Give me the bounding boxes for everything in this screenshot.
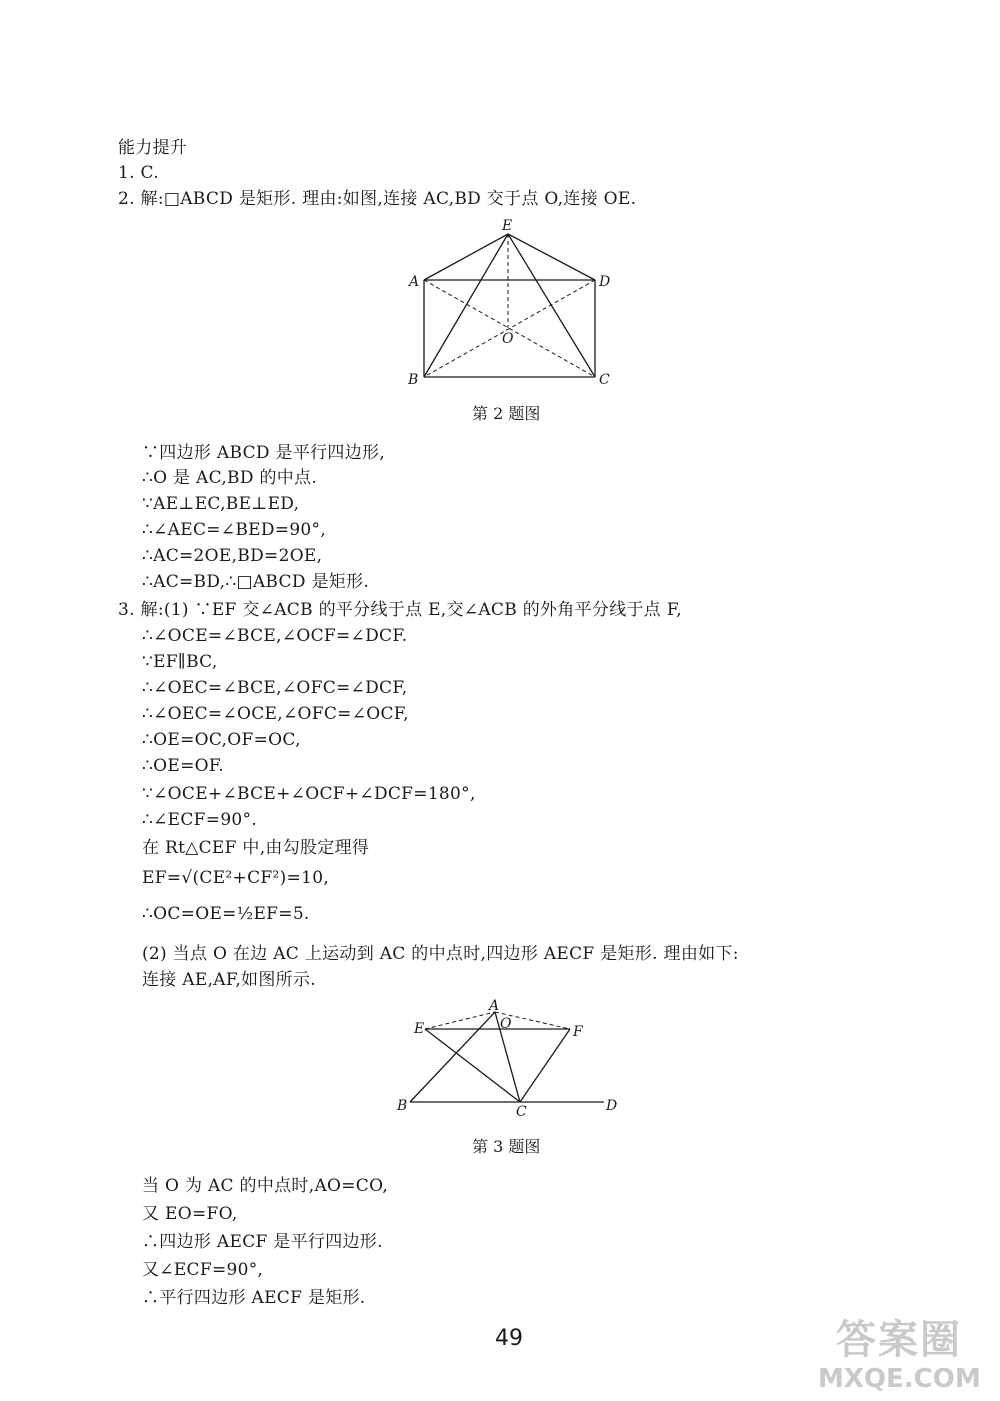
label-F: F [573,1024,583,1040]
label-B: B [408,372,419,388]
answer-line: EF=√(CE²+CF²)=10, [142,868,330,888]
answer-line: ∴OE=OF. [142,756,224,776]
figure-2-caption: 第 2 题图 [472,404,541,423]
label-A: A [409,274,420,290]
label-D: D [599,274,611,290]
answer-line: 1. C. [118,163,159,183]
label-B: B [397,1098,408,1114]
watermark-logo: 答案圈 [836,1317,962,1363]
answer-line: ∴∠OEC=∠BCE,∠OFC=∠DCF, [142,678,408,698]
answer-line: ∴平行四边形 AECF 是矩形. [142,1288,366,1308]
answer-line: ∴∠OCE=∠BCE,∠OCF=∠DCF. [142,626,408,646]
answer-line: (2) 当点 O 在边 AC 上运动到 AC 的中点时,四边形 AECF 是矩形. 理由如下: [142,944,739,964]
segment-ED [508,234,595,280]
answer-line: ∴∠AEC=∠BED=90°, [142,520,327,540]
label-O: O [500,1016,512,1032]
page-number: 49 [495,1326,523,1351]
answer-line: ∴AC=2OE,BD=2OE, [142,546,323,566]
answer-line: 又∠ECF=90°, [142,1260,264,1280]
answer-line: 2. 解:□ABCD 是矩形. 理由:如图,连接 AC,BD 交于点 O,连接 OE. [118,189,637,209]
label-E: E [502,218,513,234]
answer-line: 又 EO=FO, [142,1204,238,1224]
answer-line: ∴OE=OC,OF=OC, [142,730,301,750]
answer-line: 连接 AE,AF,如图所示. [142,970,316,990]
label-D: D [606,1098,618,1114]
answer-line: 3. 解:(1) ∵EF 交∠ACB 的平分线于点 E,交∠ACB 的外角平分线于点 F, [118,600,682,620]
answer-line: ∴AC=BD,∴□ABCD 是矩形. [142,572,370,592]
segment-EC [508,234,595,377]
watermark-url: MXQE.COM [818,1364,981,1394]
segment-EC [425,1029,520,1102]
segment-EB [424,234,508,377]
label-C: C [599,372,610,388]
label-C: C [516,1104,527,1120]
label-E: E [414,1021,425,1037]
answer-line: ∵EF∥BC, [142,652,218,672]
segment-EA [424,234,508,280]
label-O: O [502,331,514,347]
section-title: 能力提升 [118,138,188,158]
label-A: A [489,998,500,1014]
figure-2-diagram [400,212,620,392]
answer-line: ∴∠OEC=∠OCE,∠OFC=∠OCF, [142,704,409,724]
answer-line: ∴OC=OE=½EF=5. [142,904,310,924]
answer-line: 当 O 为 AC 的中点时,AO=CO, [142,1176,389,1196]
answer-line: ∵四边形 ABCD 是平行四边形, [142,443,386,463]
figure-3-diagram [390,996,630,1124]
answer-line: ∴∠ECF=90°. [142,810,258,830]
answer-line: ∵AE⊥EC,BE⊥ED, [142,494,300,514]
segment-EA [425,1012,495,1029]
answer-line: 在 Rt△CEF 中,由勾股定理得 [142,838,370,858]
figure-3-caption: 第 3 题图 [472,1137,541,1156]
segment-FC [520,1029,570,1102]
answer-line: ∵∠OCE+∠BCE+∠OCF+∠DCF=180°, [142,784,476,804]
answer-line: ∴四边形 AECF 是平行四边形. [142,1232,383,1252]
answer-line: ∴O 是 AC,BD 的中点. [142,468,318,488]
